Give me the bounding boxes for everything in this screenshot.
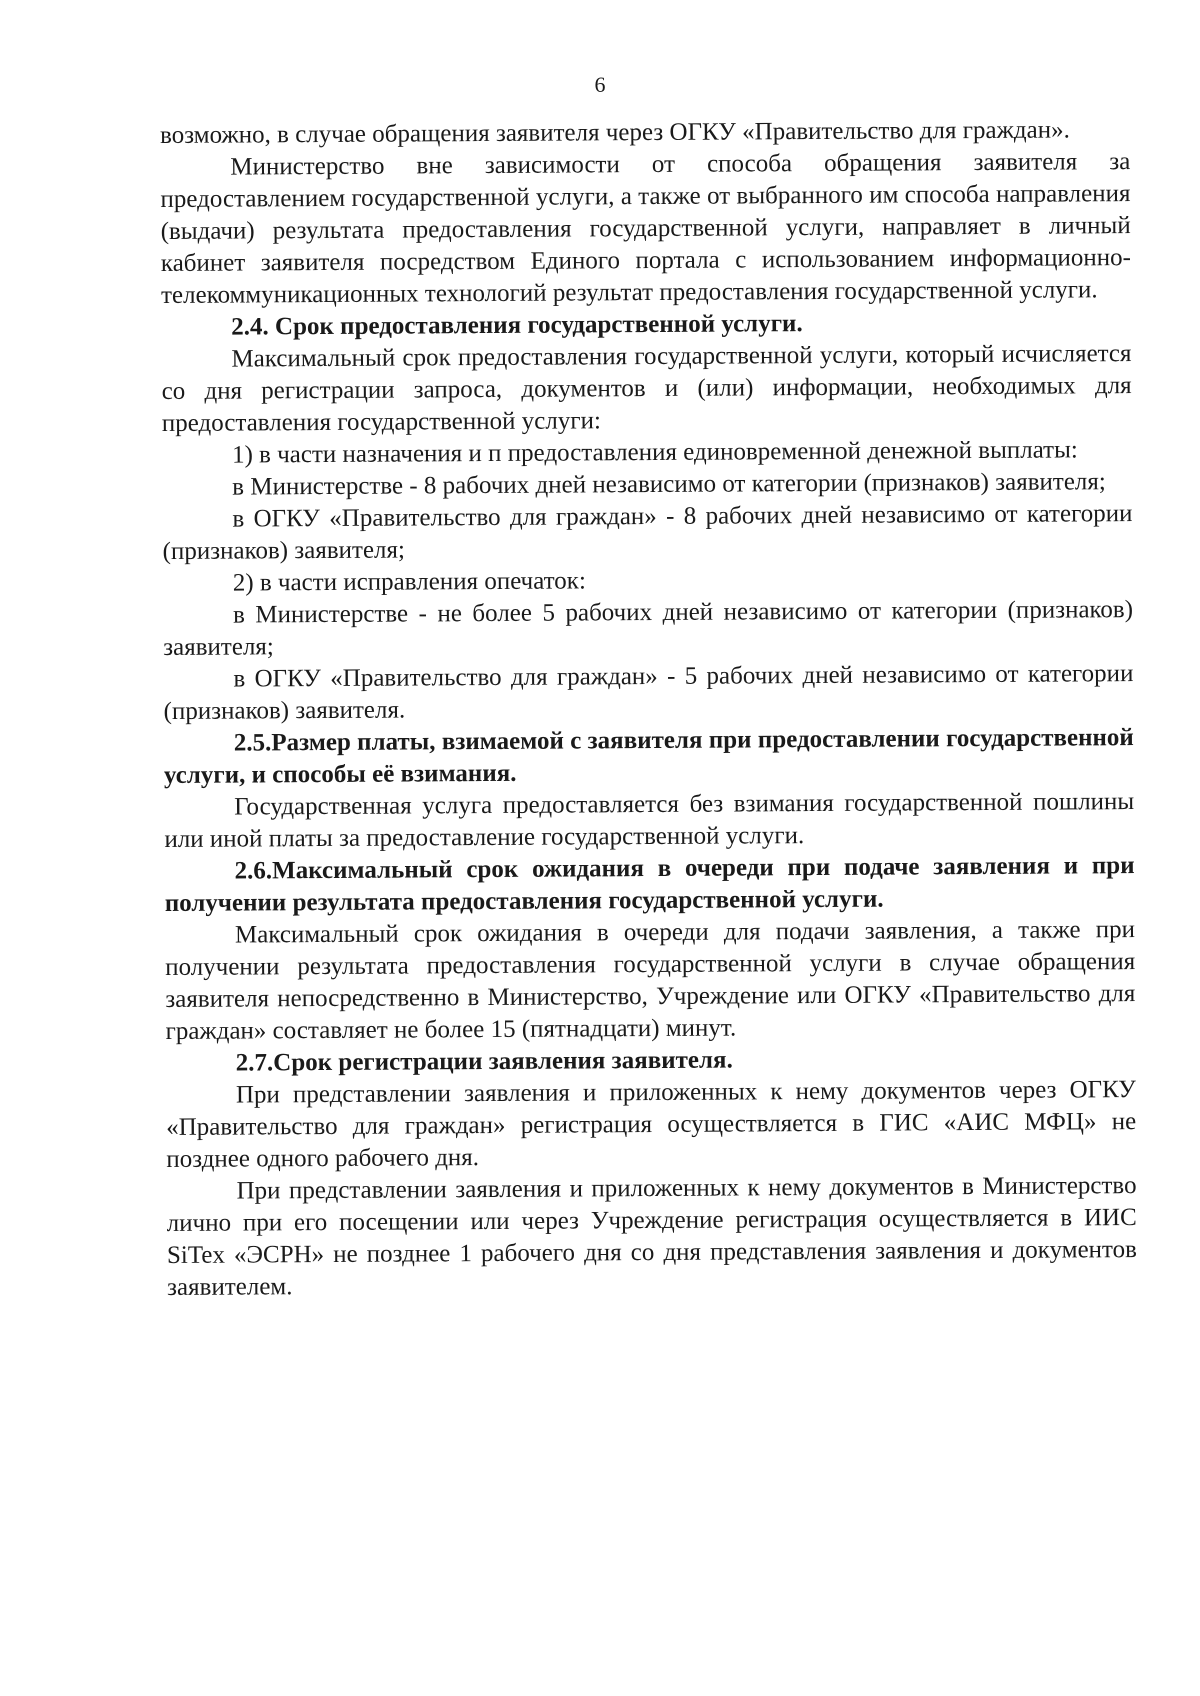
paragraph-continuation: возможно, в случае обращения заявителя через ОГКУ «Правительство для граждан». <box>160 116 1070 149</box>
section-heading-2-5: 2.5.Размер платы, взимаемой с заявителя при предоставлении государственной услуги, и способы её взимания. <box>163 724 1134 789</box>
document-body <box>160 114 1137 1304</box>
list-item-1-ministry: в Министерстве - 8 рабочих дней независимо от категории (признаков) заявителя; <box>232 468 1106 501</box>
section-heading-2-4: 2.4. Срок предоставления государственной услуги. <box>231 310 803 341</box>
paragraph-no-fee: Государственная услуга предоставляется без взимания государственной пошлины или иной платы за предоставление государственной услуги. <box>164 788 1135 853</box>
paragraph-registration-ministry: При представлении заявления и приложенных к нему документов в Министерство лично при его посещении или через Учреждение регистрация осуществляется в ИИС SiTex «ЭСРН» не позднее 1 рабочего дня со дня представления заявления и документов заявителем. <box>166 1172 1138 1301</box>
list-item-2-ministry: в Министерстве - не более 5 рабочих дней независимо от категории (признаков) заявителя; <box>163 596 1134 661</box>
section-heading-2-7: 2.7.Срок регистрации заявления заявителя. <box>235 1046 733 1077</box>
section-heading-2-6: 2.6.Максимальный срок ожидания в очереди при подаче заявления и при получении результата предоставления государственной услуги. <box>164 852 1135 917</box>
list-item-1-ogku: в ОГКУ «Правительство для граждан» - 8 рабочих дней независимо от категории (признаков) заявителя; <box>162 500 1133 565</box>
list-item-1: 1) в части назначения и п предоставления единовременной денежной выплаты: <box>231 436 1078 469</box>
page-number: 6 <box>594 72 606 97</box>
paragraph-queue-time: Максимальный срок ожидания в очереди для подачи заявления, а также при получении результата предоставления государственной услуги в случае обращения заявителя непосредственно в Министерство, Учреждение или ОГКУ «Правительство для граждан» составляет не более 15 (пятнадцати) минут. <box>165 916 1136 1045</box>
paragraph-max-term: Максимальный срок предоставления государственной услуги, который исчисляется со дня регистрации запроса, документов и (или) информации, необходимых для предоставления государственной услуги: <box>161 340 1132 437</box>
list-item-2-ogku: в ОГКУ «Правительство для граждан» - 5 рабочих дней независимо от категории (признаков) заявителя. <box>163 660 1134 725</box>
paragraph-registration-ogku: При представлении заявления и приложенных к нему документов через ОГКУ «Правительство для граждан» регистрация осуществляется в ГИС «АИС МФЦ» не позднее одного рабочего дня. <box>166 1076 1137 1173</box>
paragraph-ministry-result: Министерство вне зависимости от способа обращения заявителя за предоставлением государственной услуги, а также от выбранного им способа направления (выдачи) результата предоставления государственной услуги, направляет в личный кабинет заявителя посредством Единого портала с использованием информационно-телекоммуникационных технологий результат предоставления государственной услуги. <box>160 148 1131 309</box>
list-item-2: 2) в части исправления опечаток: <box>232 567 586 597</box>
